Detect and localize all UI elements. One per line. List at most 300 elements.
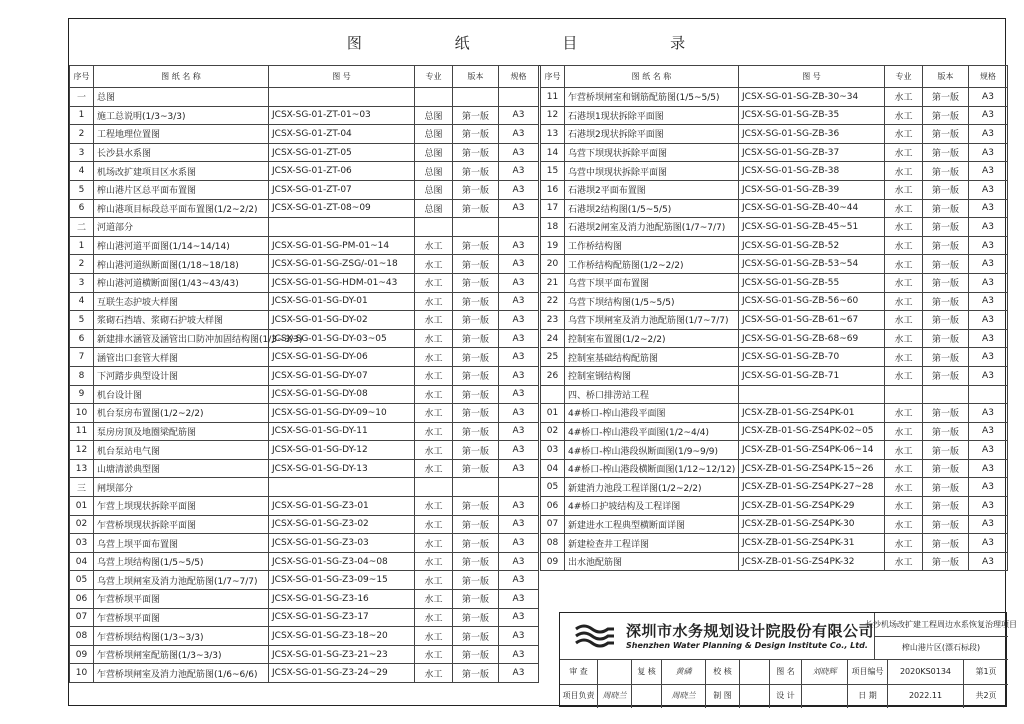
version: 第一版 bbox=[923, 366, 969, 385]
project-part: 榨山港片区(漂石标段) bbox=[874, 636, 1008, 660]
row-number: 06 bbox=[541, 497, 565, 516]
empty-cell bbox=[269, 218, 415, 237]
empty-cell bbox=[739, 385, 885, 404]
discipline: 水工 bbox=[415, 534, 453, 553]
paper-size: A3 bbox=[499, 571, 539, 590]
empty-cell bbox=[453, 218, 499, 237]
paper-size: A3 bbox=[499, 143, 539, 162]
drawing-frame bbox=[68, 18, 1017, 706]
version: 第一版 bbox=[453, 552, 499, 571]
drawing-code: JCSX-SG-01-SG-DY-11 bbox=[269, 422, 415, 441]
drawing-code: JCSX-SG-01-SG-ZB-30~34 bbox=[739, 88, 885, 107]
drawing-name: 新建排水涵管及涵管出口防冲加固结构图(1/3~3/3) bbox=[94, 329, 269, 348]
table-row bbox=[70, 273, 539, 292]
table-row bbox=[70, 143, 539, 162]
row-number: 11 bbox=[541, 88, 565, 107]
discipline: 水工 bbox=[415, 255, 453, 274]
row-number: 07 bbox=[70, 608, 94, 627]
project-number: 2020KS0134 bbox=[888, 659, 964, 684]
drawing-code: JCSX-ZB-01-SG-ZS4PK-30 bbox=[739, 515, 885, 534]
paper-size: A3 bbox=[969, 329, 1008, 348]
discipline: 水工 bbox=[415, 404, 453, 423]
drawing-name: 控制室基础结构配筋图 bbox=[565, 348, 739, 367]
drawing-code: JCSX-SG-01-ZT-01~03 bbox=[269, 106, 415, 125]
version: 第一版 bbox=[453, 125, 499, 144]
paper-size: A3 bbox=[969, 255, 1008, 274]
row-number: 4 bbox=[70, 162, 94, 181]
table-row bbox=[70, 608, 539, 627]
drafting-label: 制 图 bbox=[706, 684, 740, 709]
drawing-code: JCSX-SG-01-SG-ZB-39 bbox=[739, 180, 885, 199]
table-row bbox=[541, 329, 1008, 348]
drawing-code: JCSX-SG-01-SG-ZB-37 bbox=[739, 143, 885, 162]
version: 第一版 bbox=[453, 180, 499, 199]
version: 第一版 bbox=[453, 348, 499, 367]
discipline: 水工 bbox=[885, 441, 923, 460]
table-row bbox=[70, 627, 539, 646]
paper-size: A3 bbox=[969, 180, 1008, 199]
drawing-name: 榨山港片区总平面布置图 bbox=[94, 180, 269, 199]
row-number: 05 bbox=[70, 571, 94, 590]
version: 第一版 bbox=[923, 199, 969, 218]
signature-row-2 bbox=[560, 684, 1008, 709]
design-value bbox=[802, 684, 848, 709]
row-number: 05 bbox=[541, 478, 565, 497]
table-row bbox=[541, 497, 1008, 516]
section-number: 三 bbox=[70, 478, 94, 497]
version: 第一版 bbox=[453, 534, 499, 553]
drawing-code: JCSX-SG-01-SG-ZB-55 bbox=[739, 273, 885, 292]
version: 第一版 bbox=[453, 143, 499, 162]
table-header-row bbox=[70, 66, 539, 88]
paper-size: A3 bbox=[499, 664, 539, 683]
company-logo-area bbox=[560, 613, 875, 660]
discipline: 水工 bbox=[415, 348, 453, 367]
version: 第一版 bbox=[923, 422, 969, 441]
discipline: 水工 bbox=[885, 292, 923, 311]
table-row bbox=[541, 162, 1008, 181]
row-number: 2 bbox=[70, 125, 94, 144]
drawing-code: JCSX-SG-01-SG-ZB-45~51 bbox=[739, 218, 885, 237]
column-header: 规格 bbox=[969, 66, 1008, 88]
row-number: 26 bbox=[541, 366, 565, 385]
paper-size: A3 bbox=[499, 180, 539, 199]
drawing-name: 乌营下坝闸室及消力池配筋图(1/7~7/7) bbox=[565, 311, 739, 330]
paper-size: A3 bbox=[969, 422, 1008, 441]
version: 第一版 bbox=[453, 162, 499, 181]
empty-cell bbox=[499, 218, 539, 237]
discipline: 水工 bbox=[415, 385, 453, 404]
drawing-name: 榨山港河道纵断面图(1/18~18/18) bbox=[94, 255, 269, 274]
table-row bbox=[541, 273, 1008, 292]
paper-size: A3 bbox=[499, 534, 539, 553]
discipline: 总图 bbox=[415, 106, 453, 125]
page-title: 图 纸 目 录 bbox=[69, 19, 1007, 66]
empty-cell bbox=[415, 88, 453, 107]
empty-cell bbox=[453, 478, 499, 497]
version: 第一版 bbox=[923, 348, 969, 367]
page-number: 第1页 bbox=[975, 666, 997, 676]
drawing-code: JCSX-SG-01-SG-DY-01 bbox=[269, 292, 415, 311]
drawing-name: 乌营下坝现状拆除平面图 bbox=[565, 143, 739, 162]
row-number: 07 bbox=[541, 515, 565, 534]
row-number: 03 bbox=[70, 534, 94, 553]
drawing-name: 工作桥结构配筋图(1/2~2/2) bbox=[565, 255, 739, 274]
drawing-code: JCSX-SG-01-SG-DY-07 bbox=[269, 366, 415, 385]
drawing-code: JCSX-SG-01-SG-DY-08 bbox=[269, 385, 415, 404]
table-row bbox=[541, 218, 1008, 237]
row-number: 13 bbox=[541, 125, 565, 144]
version: 第一版 bbox=[453, 404, 499, 423]
section-number: 二 bbox=[70, 218, 94, 237]
paper-size: A3 bbox=[499, 348, 539, 367]
version: 第一版 bbox=[923, 552, 969, 571]
table-row bbox=[541, 552, 1008, 571]
empty-cell bbox=[969, 385, 1008, 404]
version: 第一版 bbox=[923, 441, 969, 460]
paper-size: A3 bbox=[499, 645, 539, 664]
drawing-code: JCSX-SG-01-SG-Z3-18~20 bbox=[269, 627, 415, 646]
row-number: 08 bbox=[541, 534, 565, 553]
row-number: 24 bbox=[541, 329, 565, 348]
version: 第一版 bbox=[453, 497, 499, 516]
table-row bbox=[70, 645, 539, 664]
column-header: 专业 bbox=[885, 66, 923, 88]
paper-size: A3 bbox=[499, 459, 539, 478]
verify-value bbox=[740, 659, 770, 684]
drawing-code: JCSX-SG-01-SG-Z3-17 bbox=[269, 608, 415, 627]
version: 第一版 bbox=[453, 645, 499, 664]
paper-size: A3 bbox=[499, 404, 539, 423]
discipline: 水工 bbox=[885, 366, 923, 385]
empty-cell bbox=[499, 88, 539, 107]
paper-size: A3 bbox=[969, 292, 1008, 311]
table-row bbox=[541, 459, 1008, 478]
row-number: 17 bbox=[541, 199, 565, 218]
paper-size: A3 bbox=[499, 627, 539, 646]
discipline: 水工 bbox=[885, 180, 923, 199]
table-row bbox=[541, 255, 1008, 274]
discipline: 水工 bbox=[415, 497, 453, 516]
drawing-name: 新建消力池段工程详图(1/2~2/2) bbox=[565, 478, 739, 497]
drawing-code: JCSX-SG-01-SG-Z3-04~08 bbox=[269, 552, 415, 571]
discipline: 水工 bbox=[885, 199, 923, 218]
water-logo-icon bbox=[572, 621, 618, 651]
drawing-code: JCSX-SG-01-SG-PM-01~14 bbox=[269, 236, 415, 255]
table-row bbox=[541, 534, 1008, 553]
paper-size: A3 bbox=[969, 534, 1008, 553]
drawing-code: JCSX-SG-01-SG-DY-02 bbox=[269, 311, 415, 330]
drawing-name: 乍营桥坝平面图 bbox=[94, 608, 269, 627]
table-row bbox=[70, 422, 539, 441]
row-number: 21 bbox=[541, 273, 565, 292]
column-header: 序号 bbox=[541, 66, 565, 88]
total-pages: 共2页 bbox=[975, 691, 997, 701]
row-number: 1 bbox=[70, 236, 94, 255]
drawing-code: JCSX-SG-01-SG-DY-03~05 bbox=[269, 329, 415, 348]
version: 第一版 bbox=[923, 88, 969, 107]
drawing-name: 乍营上坝现状拆除平面图 bbox=[94, 497, 269, 516]
discipline: 水工 bbox=[415, 236, 453, 255]
table-row bbox=[70, 292, 539, 311]
section-title: 总图 bbox=[94, 88, 269, 107]
table-row bbox=[70, 385, 539, 404]
row-number: 04 bbox=[70, 552, 94, 571]
drawing-code: JCSX-SG-01-SG-DY-09~10 bbox=[269, 404, 415, 423]
project-name: 长沙机场改扩建工程周边水系恢复治理项目 bbox=[874, 613, 1008, 637]
column-header: 图 号 bbox=[269, 66, 415, 88]
drawing-name: 机台泵站电气图 bbox=[94, 441, 269, 460]
signature-row-1 bbox=[560, 659, 1008, 685]
row-number: 22 bbox=[541, 292, 565, 311]
discipline: 水工 bbox=[885, 162, 923, 181]
paper-size: A3 bbox=[499, 292, 539, 311]
discipline: 水工 bbox=[415, 311, 453, 330]
left-drawing-list bbox=[69, 65, 539, 683]
discipline: 水工 bbox=[885, 106, 923, 125]
paper-size: A3 bbox=[969, 162, 1008, 181]
drawing-name: 石港坝2平面布置图 bbox=[565, 180, 739, 199]
drawing-name: 工作桥结构图 bbox=[565, 236, 739, 255]
paper-size: A3 bbox=[499, 255, 539, 274]
discipline: 水工 bbox=[415, 329, 453, 348]
table-row bbox=[541, 422, 1008, 441]
discipline: 水工 bbox=[415, 366, 453, 385]
section-title: 四、桥口排涝站工程 bbox=[565, 385, 739, 404]
discipline: 水工 bbox=[885, 534, 923, 553]
drawing-name: 4#桥口-榨山港段平面图(1/2~4/4) bbox=[565, 422, 739, 441]
drawing-name: 长沙县水系图 bbox=[94, 143, 269, 162]
drawing-code: JCSX-SG-01-SG-Z3-01 bbox=[269, 497, 415, 516]
version: 第一版 bbox=[923, 459, 969, 478]
drawing-code: JCSX-ZB-01-SG-ZS4PK-15~26 bbox=[739, 459, 885, 478]
version: 第一版 bbox=[923, 180, 969, 199]
drawing-name: 下河踏步典型设计图 bbox=[94, 366, 269, 385]
column-header: 版本 bbox=[453, 66, 499, 88]
version: 第一版 bbox=[923, 515, 969, 534]
version: 第一版 bbox=[453, 664, 499, 683]
drawing-code: JCSX-SG-01-SG-ZB-56~60 bbox=[739, 292, 885, 311]
drawing-name: 石港坝2结构图(1/5~5/5) bbox=[565, 199, 739, 218]
section-number bbox=[541, 385, 565, 404]
table-row bbox=[541, 180, 1008, 199]
version: 第一版 bbox=[453, 608, 499, 627]
date-value: 2022.11 bbox=[888, 684, 964, 709]
table-row bbox=[541, 478, 1008, 497]
drawing-code: JCSX-SG-01-SG-Z3-16 bbox=[269, 590, 415, 609]
version: 第一版 bbox=[453, 292, 499, 311]
discipline: 水工 bbox=[885, 404, 923, 423]
table-row bbox=[541, 404, 1008, 423]
drawing-code: JCSX-SG-01-SG-ZSG/-01~18 bbox=[269, 255, 415, 274]
review-value bbox=[598, 659, 632, 684]
discipline: 水工 bbox=[415, 459, 453, 478]
version: 第一版 bbox=[923, 255, 969, 274]
drawing-name: 4#桥口-榨山港段平面图 bbox=[565, 404, 739, 423]
paper-size: A3 bbox=[969, 273, 1008, 292]
row-number: 01 bbox=[70, 497, 94, 516]
version: 第一版 bbox=[923, 404, 969, 423]
discipline: 水工 bbox=[885, 552, 923, 571]
drawing-name: 出水池配筋图 bbox=[565, 552, 739, 571]
table-row bbox=[70, 571, 539, 590]
discipline: 水工 bbox=[415, 664, 453, 683]
row-number: 02 bbox=[70, 515, 94, 534]
paper-size: A3 bbox=[969, 218, 1008, 237]
paper-size: A3 bbox=[499, 385, 539, 404]
empty-cell bbox=[453, 88, 499, 107]
section-row bbox=[541, 385, 1008, 404]
drawing-code: JCSX-SG-01-ZT-08~09 bbox=[269, 199, 415, 218]
drawing-code: JCSX-SG-01-SG-ZB-53~54 bbox=[739, 255, 885, 274]
check-signature: 周晓兰 bbox=[662, 684, 706, 709]
version: 第一版 bbox=[923, 236, 969, 255]
version: 第一版 bbox=[453, 571, 499, 590]
discipline: 总图 bbox=[415, 180, 453, 199]
drawing-name: 榨山港河道平面图(1/14~14/14) bbox=[94, 236, 269, 255]
paper-size: A3 bbox=[499, 311, 539, 330]
drawing-code: JCSX-SG-01-SG-ZB-68~69 bbox=[739, 329, 885, 348]
discipline: 总图 bbox=[415, 125, 453, 144]
drawing-code: JCSX-SG-01-SG-ZB-38 bbox=[739, 162, 885, 181]
column-header: 专业 bbox=[415, 66, 453, 88]
drawing-code: JCSX-SG-01-SG-HDM-01~43 bbox=[269, 273, 415, 292]
discipline: 水工 bbox=[885, 255, 923, 274]
drawing-code: JCSX-SG-01-SG-Z3-09~15 bbox=[269, 571, 415, 590]
column-header: 序号 bbox=[70, 66, 94, 88]
section-number: 一 bbox=[70, 88, 94, 107]
paper-size: A3 bbox=[499, 125, 539, 144]
row-number: 10 bbox=[70, 664, 94, 683]
drawing-name: 4#桥口护坡结构及工程详图 bbox=[565, 497, 739, 516]
discipline: 水工 bbox=[885, 459, 923, 478]
row-number: 10 bbox=[70, 404, 94, 423]
paper-size: A3 bbox=[499, 515, 539, 534]
table-row bbox=[70, 329, 539, 348]
row-number: 13 bbox=[70, 459, 94, 478]
table-header-row bbox=[541, 66, 1008, 88]
drawing-code: JCSX-SG-01-ZT-05 bbox=[269, 143, 415, 162]
paper-size: A3 bbox=[969, 552, 1008, 571]
version: 第一版 bbox=[453, 366, 499, 385]
paper-size: A3 bbox=[969, 199, 1008, 218]
drawing-name: 新建检查井工程详图 bbox=[565, 534, 739, 553]
table-row bbox=[541, 366, 1008, 385]
row-number: 01 bbox=[541, 404, 565, 423]
row-number: 16 bbox=[541, 180, 565, 199]
table-row bbox=[70, 664, 539, 683]
version: 第一版 bbox=[453, 590, 499, 609]
drawing-name: 涵管出口套管大样图 bbox=[94, 348, 269, 367]
project-number-label: 项目编号 bbox=[848, 659, 888, 684]
empty-cell bbox=[632, 684, 662, 709]
discipline: 总图 bbox=[415, 199, 453, 218]
paper-size: A3 bbox=[969, 348, 1008, 367]
paper-size: A3 bbox=[499, 441, 539, 460]
drawing-name: 乌营上坝闸室及消力池配筋图(1/7~7/7) bbox=[94, 571, 269, 590]
right-table-body bbox=[541, 88, 1008, 571]
recheck-signature: 黄磷 bbox=[662, 659, 706, 684]
paper-size: A3 bbox=[969, 236, 1008, 255]
paper-size: A3 bbox=[969, 311, 1008, 330]
drawing-code: JCSX-SG-01-SG-ZB-36 bbox=[739, 125, 885, 144]
discipline: 水工 bbox=[415, 273, 453, 292]
version: 第一版 bbox=[923, 125, 969, 144]
table-row bbox=[541, 311, 1008, 330]
project-lead-label: 项目负责 bbox=[560, 684, 598, 709]
row-number: 14 bbox=[541, 143, 565, 162]
drawing-code: JCSX-ZB-01-SG-ZS4PK-06~14 bbox=[739, 441, 885, 460]
table-row bbox=[70, 552, 539, 571]
drawing-name: 4#桥口-榨山港段纵断面图(1/9~9/9) bbox=[565, 441, 739, 460]
discipline: 水工 bbox=[415, 441, 453, 460]
row-number: 04 bbox=[541, 459, 565, 478]
drawing-name: 浆砌石挡墙、浆砌石护坡大样图 bbox=[94, 311, 269, 330]
discipline: 水工 bbox=[885, 497, 923, 516]
row-number: 6 bbox=[70, 329, 94, 348]
discipline: 水工 bbox=[885, 125, 923, 144]
discipline: 水工 bbox=[885, 478, 923, 497]
column-header: 版本 bbox=[923, 66, 969, 88]
row-number: 15 bbox=[541, 162, 565, 181]
discipline: 水工 bbox=[415, 515, 453, 534]
row-number: 3 bbox=[70, 273, 94, 292]
version: 第一版 bbox=[453, 627, 499, 646]
drawing-name: 乌营上坝结构图(1/5~5/5) bbox=[94, 552, 269, 571]
row-number: 08 bbox=[70, 627, 94, 646]
drawing-name: 4#桥口-榨山港段横断面图(1/12~12/12) bbox=[565, 459, 739, 478]
drawing-name: 泵房房顶及地圈梁配筋图 bbox=[94, 422, 269, 441]
drawing-code: JCSX-ZB-01-SG-ZS4PK-01 bbox=[739, 404, 885, 423]
discipline: 总图 bbox=[415, 162, 453, 181]
version: 第一版 bbox=[453, 273, 499, 292]
version: 第一版 bbox=[453, 106, 499, 125]
version: 第一版 bbox=[923, 329, 969, 348]
table-row bbox=[541, 441, 1008, 460]
table-row bbox=[70, 404, 539, 423]
version: 第一版 bbox=[453, 422, 499, 441]
drawing-code: JCSX-ZB-01-SG-ZS4PK-29 bbox=[739, 497, 885, 516]
table-row bbox=[541, 88, 1008, 107]
drawing-code: JCSX-SG-01-SG-Z3-03 bbox=[269, 534, 415, 553]
table-row bbox=[70, 162, 539, 181]
paper-size: A3 bbox=[969, 404, 1008, 423]
drawing-name: 山塘清淤典型图 bbox=[94, 459, 269, 478]
row-number: 5 bbox=[70, 311, 94, 330]
drawing-code: JCSX-SG-01-SG-Z3-24~29 bbox=[269, 664, 415, 683]
drawing-code: JCSX-SG-01-SG-ZB-40~44 bbox=[739, 199, 885, 218]
section-row bbox=[70, 478, 539, 497]
discipline: 水工 bbox=[885, 515, 923, 534]
paper-size: A3 bbox=[969, 366, 1008, 385]
row-number: 25 bbox=[541, 348, 565, 367]
paper-size: A3 bbox=[969, 515, 1008, 534]
drawing-name: 乌营上坝平面布置图 bbox=[94, 534, 269, 553]
empty-cell bbox=[269, 478, 415, 497]
row-number: 9 bbox=[70, 385, 94, 404]
drawing-name: 榨山港河道横断面图(1/43~43/43) bbox=[94, 273, 269, 292]
row-number: 4 bbox=[70, 292, 94, 311]
drawing-code: JCSX-SG-01-ZT-07 bbox=[269, 180, 415, 199]
row-number: 18 bbox=[541, 218, 565, 237]
table-row bbox=[70, 441, 539, 460]
paper-size: A3 bbox=[499, 199, 539, 218]
version: 第一版 bbox=[453, 236, 499, 255]
drawing-code: JCSX-ZB-01-SG-ZS4PK-32 bbox=[739, 552, 885, 571]
table-row bbox=[70, 236, 539, 255]
version: 第一版 bbox=[923, 292, 969, 311]
drawing-code: JCSX-SG-01-SG-Z3-02 bbox=[269, 515, 415, 534]
